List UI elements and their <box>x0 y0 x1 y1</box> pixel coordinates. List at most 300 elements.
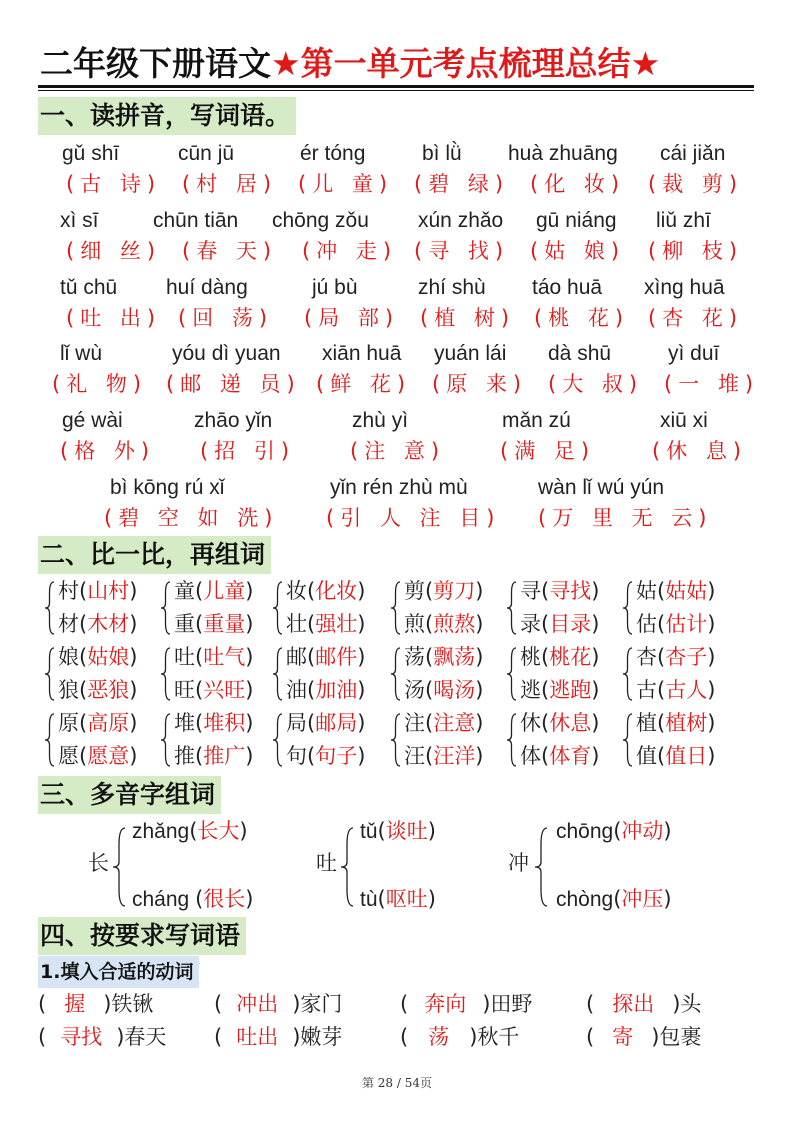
compare-pair <box>58 741 137 771</box>
answer-word: (寻 找) <box>414 239 510 263</box>
answer-word: (碧 空 如 洗) <box>104 506 279 530</box>
paren: ) <box>475 711 484 735</box>
compare-char: 姑 <box>636 579 657 603</box>
compare-answer: 值日 <box>665 744 708 768</box>
paren: ( <box>307 579 316 603</box>
paren: ( <box>541 612 550 636</box>
verb-answer: 荡 <box>428 1025 450 1049</box>
compare-answer: 汪洋 <box>433 744 476 768</box>
paren: ( <box>657 612 666 636</box>
compare-char: 古 <box>636 678 657 702</box>
polyphone-pinyin: cháng <box>132 888 196 911</box>
compare-char: 局 <box>286 711 307 735</box>
paren: ( <box>195 744 204 768</box>
paren: ( <box>425 711 434 735</box>
polyphone-word: 谈吐 <box>385 819 428 843</box>
compare-answer: 加油 <box>315 678 358 702</box>
compare-char: 逃 <box>520 678 541 702</box>
compare-pair <box>404 675 483 705</box>
paren: ) <box>475 579 484 603</box>
compare-pair <box>174 708 253 738</box>
compare-char: 值 <box>636 744 657 768</box>
compare-answer: 化妆 <box>315 579 358 603</box>
compare-answer: 堆积 <box>203 711 246 735</box>
paren: ( <box>425 612 434 636</box>
answer-word: (招 引) <box>200 439 296 463</box>
paren: ) <box>129 579 138 603</box>
compare-pair <box>58 675 137 705</box>
paren: ( <box>541 579 550 603</box>
brace-icon <box>390 580 400 636</box>
compare-pair <box>174 642 253 672</box>
pinyin-text: cūn jū <box>178 142 235 165</box>
compare-char: 重 <box>174 612 195 636</box>
pinyin-text: yǐn rén zhù mù <box>330 476 468 499</box>
paren: ( <box>195 678 204 702</box>
answer-word: (万 里 无 云) <box>538 506 713 530</box>
paren: ( <box>657 645 666 669</box>
pinyin-text: xún zhǎo <box>418 209 504 232</box>
polyphone-word: 冲压 <box>621 887 664 911</box>
compare-pair <box>174 609 253 639</box>
compare-pair <box>520 708 599 738</box>
paren: ( <box>79 579 88 603</box>
polyphone-line: tǔ(谈吐) <box>360 819 436 843</box>
compare-char: 桃 <box>520 645 541 669</box>
page-number: 第 28 / 54页 <box>361 1076 433 1090</box>
answer-word: (引 人 注 目) <box>326 506 501 530</box>
compare-pair <box>404 642 483 672</box>
paren: ( <box>541 645 550 669</box>
verb-answer: 吐出 <box>236 1025 279 1049</box>
compare-answer: 高原 <box>87 711 130 735</box>
paren: ( <box>425 645 434 669</box>
compare-pair <box>636 675 715 705</box>
compare-answer: 古人 <box>665 678 708 702</box>
brace-icon <box>160 580 170 636</box>
compare-char: 童 <box>174 579 195 603</box>
paren: ( <box>425 678 434 702</box>
paren: ) <box>245 645 254 669</box>
compare-answer: 体育 <box>549 744 592 768</box>
compare-answer: 煎熬 <box>433 612 476 636</box>
polyphone-line: chōng(冲动) <box>556 819 672 843</box>
title-divider-thin <box>38 90 754 91</box>
compare-pair <box>404 576 483 606</box>
compare-answer: 恶狼 <box>87 678 130 702</box>
verb-fill-item: ( 握 )铁锹 <box>38 992 154 1016</box>
pinyin-text: bì kōng rú xǐ <box>110 476 225 499</box>
verb-answer: 冲出 <box>236 992 279 1016</box>
paren: ( <box>657 711 666 735</box>
compare-answer: 姑姑 <box>665 579 708 603</box>
paren: ) <box>475 645 484 669</box>
pinyin-text: mǎn zú <box>502 409 571 432</box>
compare-pair <box>636 741 715 771</box>
pinyin-text: yuán lái <box>434 342 507 365</box>
compare-pair <box>636 642 715 672</box>
polyphone-char: 吐 <box>316 851 337 875</box>
answer-word: (碧 绿) <box>414 172 510 196</box>
compare-pair <box>286 708 365 738</box>
paren: ) <box>245 711 254 735</box>
verb-fill-item: ( 寄 )包裹 <box>586 1025 702 1049</box>
verb-object: 嫩芽 <box>300 1025 343 1049</box>
paren: ) <box>357 645 366 669</box>
answer-word: (裁 剪) <box>648 172 744 196</box>
brace-icon <box>160 712 170 768</box>
compare-char: 估 <box>636 612 657 636</box>
pinyin-text: gé wài <box>62 409 123 432</box>
compare-char: 体 <box>520 744 541 768</box>
compare-answer: 推广 <box>203 744 246 768</box>
compare-pair <box>636 576 715 606</box>
answer-word: (吐 出) <box>66 306 162 330</box>
polyphone-char: 冲 <box>508 851 529 875</box>
compare-char: 杏 <box>636 645 657 669</box>
verb-fill-item: ( 荡 )秋千 <box>400 1025 520 1049</box>
brace-icon <box>272 646 282 702</box>
compare-char: 录 <box>520 612 541 636</box>
answer-word: (化 妆) <box>530 172 626 196</box>
polyphone-pinyin: tǔ <box>360 820 378 843</box>
compare-pair <box>404 741 483 771</box>
pinyin-text: cái jiǎn <box>660 142 726 165</box>
brace-icon <box>44 646 54 702</box>
verb-object: 田野 <box>490 992 533 1016</box>
pinyin-text: yóu dì yuan <box>172 342 281 365</box>
paren: ( <box>307 744 316 768</box>
brace-icon <box>622 712 632 768</box>
compare-answer: 重量 <box>203 612 246 636</box>
compare-char: 材 <box>58 612 79 636</box>
pinyin-text: zhù yì <box>352 409 409 432</box>
answer-word: (邮 递 员) <box>166 372 301 396</box>
pinyin-text: xìng huā <box>644 276 725 299</box>
polyphone-pinyin: zhǎng <box>132 820 190 843</box>
brace-icon <box>112 826 122 908</box>
paren: ) <box>475 612 484 636</box>
answer-word: (杏 花) <box>648 306 744 330</box>
brace-icon <box>390 646 400 702</box>
answer-word: (注 意) <box>350 439 446 463</box>
answer-word: (休 息) <box>652 439 748 463</box>
pinyin-text: jú bù <box>312 276 358 299</box>
paren: ) <box>707 744 716 768</box>
pinyin-text: tǔ chū <box>60 276 118 299</box>
answer-word: (大 叔) <box>548 372 644 396</box>
paren: ( <box>195 711 204 735</box>
compare-pair <box>174 576 253 606</box>
compare-answer: 植树 <box>665 711 708 735</box>
compare-char: 植 <box>636 711 657 735</box>
compare-char: 邮 <box>286 645 307 669</box>
compare-char: 荡 <box>404 645 425 669</box>
compare-answer: 吐气 <box>203 645 246 669</box>
answer-word: (礼 物) <box>52 372 148 396</box>
paren: ( <box>307 711 316 735</box>
brace-icon <box>272 712 282 768</box>
section-4-subheading: 1.填入合适的动词 <box>38 956 199 988</box>
polyphone-char: 长 <box>88 851 109 875</box>
pinyin-text: yì duī <box>668 342 720 365</box>
compare-pair <box>286 741 365 771</box>
polyphone-word: 呕吐 <box>385 887 428 911</box>
paren: ) <box>591 678 600 702</box>
polyphone-line: zhǎng(长大) <box>132 819 248 843</box>
pinyin-text: táo huā <box>532 276 603 299</box>
verb-object: 家门 <box>300 992 343 1016</box>
pinyin-text: huà zhuāng <box>508 142 618 165</box>
compare-answer: 兴旺 <box>203 678 246 702</box>
compare-answer: 估计 <box>665 612 708 636</box>
compare-pair <box>636 708 715 738</box>
pinyin-text: chūn tiān <box>153 209 239 232</box>
compare-char: 煎 <box>404 612 425 636</box>
pinyin-text: zhí shù <box>418 276 486 299</box>
paren: ) <box>591 612 600 636</box>
polyphone-pinyin: chōng <box>556 820 614 843</box>
verb-fill-item: ( 冲出 )家门 <box>214 992 343 1016</box>
brace-icon <box>390 712 400 768</box>
answer-word: (古 诗) <box>66 172 162 196</box>
compare-char: 剪 <box>404 579 425 603</box>
verb-fill-item: ( 奔向 )田野 <box>400 992 533 1016</box>
compare-pair <box>404 708 483 738</box>
pinyin-text: gū niáng <box>536 209 617 232</box>
compare-char: 壮 <box>286 612 307 636</box>
paren: ( <box>79 612 88 636</box>
paren: ) <box>357 678 366 702</box>
pinyin-text: xiān huā <box>322 342 402 365</box>
brace-icon <box>622 646 632 702</box>
compare-answer: 木材 <box>87 612 130 636</box>
compare-pair <box>58 576 137 606</box>
paren: ) <box>707 579 716 603</box>
paren: ) <box>245 678 254 702</box>
paren: ( <box>79 744 88 768</box>
compare-pair <box>58 609 137 639</box>
compare-char: 汤 <box>404 678 425 702</box>
brace-icon <box>622 580 632 636</box>
pinyin-text: gǔ shī <box>62 142 120 165</box>
page-title: 二年级下册语文★第一单元考点梳理总结★ <box>40 44 661 83</box>
pinyin-text: ér tóng <box>300 142 366 165</box>
polyphone-word: 很长 <box>203 887 246 911</box>
compare-char: 堆 <box>174 711 195 735</box>
compare-pair <box>58 642 137 672</box>
compare-answer: 杏子 <box>665 645 708 669</box>
title-divider-thick <box>38 85 754 88</box>
compare-answer: 山村 <box>87 579 130 603</box>
paren: ) <box>357 579 366 603</box>
compare-pair <box>286 576 365 606</box>
paren: ) <box>129 744 138 768</box>
brace-icon <box>44 580 54 636</box>
compare-answer: 姑娘 <box>87 645 130 669</box>
verb-object: 秋千 <box>477 1025 520 1049</box>
answer-word: (原 来) <box>432 372 528 396</box>
compare-char: 寻 <box>520 579 541 603</box>
paren: ( <box>657 678 666 702</box>
compare-char: 注 <box>404 711 425 735</box>
compare-answer: 邮件 <box>315 645 358 669</box>
compare-char: 汪 <box>404 744 425 768</box>
brace-icon <box>160 646 170 702</box>
paren: ) <box>707 612 716 636</box>
answer-word: (柳 枝) <box>648 239 744 263</box>
compare-char: 原 <box>58 711 79 735</box>
compare-answer: 寻找 <box>549 579 592 603</box>
compare-answer: 强壮 <box>315 612 358 636</box>
compare-answer: 休息 <box>549 711 592 735</box>
compare-answer: 飘荡 <box>433 645 476 669</box>
compare-pair <box>58 708 137 738</box>
verb-answer: 探出 <box>612 992 655 1016</box>
pinyin-text: liǔ zhī <box>656 209 711 232</box>
compare-char: 油 <box>286 678 307 702</box>
pinyin-text: zhāo yǐn <box>194 409 273 432</box>
verb-answer: 寄 <box>612 1025 634 1049</box>
paren: ) <box>475 678 484 702</box>
polyphone-word: 冲动 <box>621 819 664 843</box>
compare-char: 娘 <box>58 645 79 669</box>
polyphone-pinyin: tù <box>360 888 378 911</box>
compare-char: 愿 <box>58 744 79 768</box>
pinyin-text: xì sī <box>60 209 99 232</box>
compare-char: 吐 <box>174 645 195 669</box>
pinyin-text: dà shū <box>548 342 612 365</box>
paren: ( <box>79 711 88 735</box>
verb-fill-item: ( 探出 )头 <box>586 992 702 1016</box>
answer-word: (桃 花) <box>534 306 630 330</box>
verb-object: 春天 <box>124 1025 167 1049</box>
compare-char: 句 <box>286 744 307 768</box>
answer-word: (姑 娘) <box>530 239 626 263</box>
answer-word: (满 足) <box>500 439 596 463</box>
answer-word: (儿 童) <box>298 172 394 196</box>
paren: ) <box>707 711 716 735</box>
paren: ) <box>357 612 366 636</box>
brace-icon <box>534 826 544 908</box>
paren: ) <box>707 645 716 669</box>
paren: ( <box>79 645 88 669</box>
paren: ( <box>307 645 316 669</box>
answer-word: (细 丝) <box>66 239 162 263</box>
verb-answer: 奔向 <box>424 992 467 1016</box>
verb-fill-item: ( 吐出 )嫩芽 <box>214 1025 343 1049</box>
paren: ( <box>307 678 316 702</box>
compare-char: 推 <box>174 744 195 768</box>
compare-answer: 愿意 <box>87 744 130 768</box>
paren: ( <box>541 678 550 702</box>
paren: ( <box>541 711 550 735</box>
compare-answer: 目录 <box>549 612 592 636</box>
polyphone-line: chòng(冲压) <box>556 887 672 911</box>
compare-pair <box>286 642 365 672</box>
paren: ( <box>195 612 204 636</box>
paren: ) <box>245 744 254 768</box>
verb-object: 包裹 <box>659 1025 702 1049</box>
compare-answer: 喝汤 <box>433 678 476 702</box>
paren: ) <box>357 711 366 735</box>
pinyin-text: wàn lǐ wú yún <box>538 476 665 499</box>
brace-icon <box>44 712 54 768</box>
compare-pair <box>520 675 599 705</box>
compare-char: 村 <box>58 579 79 603</box>
compare-pair <box>636 609 715 639</box>
polyphone-line: cháng (很长) <box>132 887 254 911</box>
compare-answer: 邮局 <box>315 711 358 735</box>
compare-answer: 注意 <box>433 711 476 735</box>
compare-pair <box>404 609 483 639</box>
paren: ( <box>79 678 88 702</box>
answer-word: (村 居) <box>182 172 278 196</box>
compare-pair <box>174 741 253 771</box>
paren: ) <box>245 579 254 603</box>
compare-pair <box>520 741 599 771</box>
brace-icon <box>506 580 516 636</box>
paren: ) <box>129 711 138 735</box>
paren: ( <box>307 612 316 636</box>
section-2-heading: 二、比一比，再组词 <box>38 536 271 574</box>
brace-icon <box>506 712 516 768</box>
answer-word: (植 树) <box>420 306 516 330</box>
paren: ) <box>129 645 138 669</box>
paren: ) <box>591 711 600 735</box>
paren: ( <box>195 645 204 669</box>
pinyin-text: chōng zǒu <box>272 209 369 232</box>
polyphone-word: 长大 <box>197 819 240 843</box>
paren: ) <box>591 744 600 768</box>
verb-answer: 握 <box>64 992 86 1016</box>
paren: ( <box>425 744 434 768</box>
compare-char: 休 <box>520 711 541 735</box>
paren: ) <box>475 744 484 768</box>
answer-word: (格 外) <box>60 439 156 463</box>
pinyin-text: xiū xi <box>660 409 708 432</box>
verb-fill-item: ( 寻找 )春天 <box>38 1025 167 1049</box>
answer-word: (春 天) <box>182 239 278 263</box>
section-4-heading: 四、按要求写词语 <box>38 917 246 955</box>
answer-word: (鲜 花) <box>316 372 412 396</box>
compare-answer: 逃跑 <box>549 678 592 702</box>
compare-answer: 桃花 <box>549 645 592 669</box>
paren: ( <box>657 579 666 603</box>
paren: ( <box>541 744 550 768</box>
compare-pair <box>520 642 599 672</box>
compare-pair <box>286 609 365 639</box>
section-1-heading: 一、读拼音，写词语。 <box>38 97 296 135</box>
paren: ) <box>357 744 366 768</box>
brace-icon <box>340 826 350 908</box>
verb-object: 铁锹 <box>111 992 154 1016</box>
answer-word: (冲 走) <box>302 239 398 263</box>
pinyin-text: lǐ wù <box>60 342 103 365</box>
compare-char: 狼 <box>58 678 79 702</box>
compare-char: 旺 <box>174 678 195 702</box>
verb-object: 头 <box>680 992 702 1016</box>
paren: ) <box>591 579 600 603</box>
compare-pair <box>174 675 253 705</box>
compare-answer: 剪刀 <box>433 579 476 603</box>
section-3-heading: 三、多音字组词 <box>38 776 221 814</box>
answer-word: (一 堆) <box>664 372 760 396</box>
pinyin-text: huí dàng <box>166 276 248 299</box>
compare-pair <box>520 576 599 606</box>
compare-answer: 儿童 <box>203 579 246 603</box>
compare-pair <box>286 675 365 705</box>
